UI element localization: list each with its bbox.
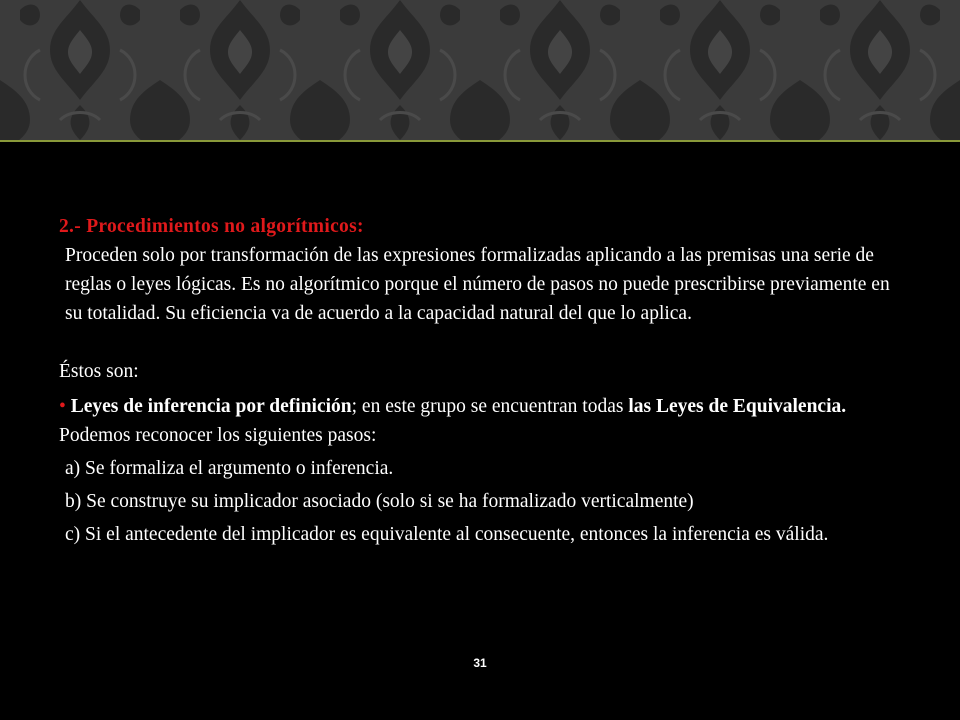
bullet-bold-lead: Leyes de inferencia por definición: [70, 396, 352, 417]
bullet-mid-text: ; en este grupo se encuentran todas: [351, 396, 629, 417]
page-number: 31: [473, 656, 487, 670]
damask-banner: [0, 0, 960, 140]
bullet-icon: •: [59, 396, 66, 417]
heading-colon: :: [356, 216, 364, 237]
slide-content: [59, 212, 909, 549]
these-are-label: Éstos son:: [59, 361, 139, 382]
bullet-end-text: Podemos reconocer los siguientes pasos:: [59, 425, 377, 446]
step-c: c) Si el antecedente del implicador es equivalente al consecuente, entonces la inferencia es válida.: [65, 524, 829, 545]
damask-pattern: [0, 0, 960, 140]
bullet-bold-tail: las Leyes de Equivalencia.: [628, 396, 847, 417]
section-heading: [59, 212, 909, 241]
intro-paragraph: Proceden solo por transformación de las expresiones formalizadas aplicando a las premisas una serie de reglas o leyes lógicas. Es no algorítmico porque el número de pasos no puede prescribirse previamente en su totalidad. Su eficiencia va de acuerdo a la capacidad natural del que lo aplica.: [65, 245, 890, 324]
bullet-item: [59, 392, 909, 450]
step-a: a) Se formaliza el argumento o inferencia.: [65, 458, 394, 479]
heading-text: 2.- Procedimientos no algorítmicos: [59, 216, 357, 237]
step-b: b) Se construye su implicador asociado (solo si se ha formalizado verticalmente): [65, 491, 694, 512]
accent-divider: [0, 140, 960, 142]
